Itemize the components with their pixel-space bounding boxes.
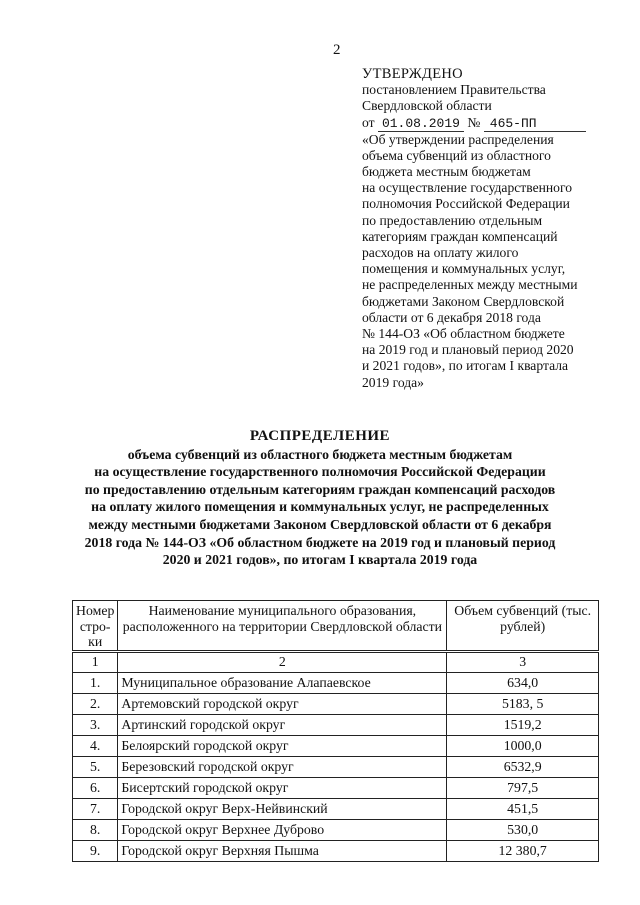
municipality-name: Городской округ Верхняя Пышма [118, 840, 447, 861]
row-number: 2. [73, 693, 118, 714]
distribution-table [72, 600, 599, 862]
amount: 530,0 [447, 819, 599, 840]
table-row [73, 714, 599, 735]
table-row [73, 672, 599, 693]
subject-line: «Об утверждении распределения [362, 131, 554, 147]
municipality-name: Белоярский городской округ [118, 735, 447, 756]
subject-line: помещения и коммунальных услуг, [362, 261, 566, 277]
column-number: 2 [118, 651, 447, 672]
amount: 12 380,7 [447, 840, 599, 861]
column-number: 3 [447, 651, 599, 672]
header-row-number: Номер стро-ки [73, 601, 118, 652]
approval-number: 465-ПП [484, 117, 586, 132]
subject-line: категориям граждан компенсаций [362, 228, 558, 244]
amount: 1519,2 [447, 714, 599, 735]
amount: 634,0 [447, 672, 599, 693]
row-number: 6. [73, 777, 118, 798]
approval-header: УТВЕРЖДЕНО [362, 66, 463, 82]
row-number: 4. [73, 735, 118, 756]
amount: 1000,0 [447, 735, 599, 756]
subject-line: полномочия Российской Федерации [362, 196, 570, 212]
table-row [73, 840, 599, 861]
title-line: на осуществление государственного полномочия Российской Федерации [94, 464, 546, 480]
table-row [73, 819, 599, 840]
amount: 797,5 [447, 777, 599, 798]
from-label: от [362, 114, 375, 130]
amount: 5183, 5 [447, 693, 599, 714]
header-municipality: Наименование муниципального образования, расположенного на территории Свердловской области [118, 601, 447, 652]
column-number: 1 [73, 651, 118, 672]
number-label: № [467, 114, 481, 130]
table-row [73, 735, 599, 756]
municipality-name: Муниципальное образование Алапаевское [118, 672, 447, 693]
subject-line: № 144-ОЗ «Об областном бюджете [362, 326, 565, 342]
subject-line: не распределенных между местными [362, 277, 578, 293]
amount: 451,5 [447, 798, 599, 819]
approval-date-line [362, 115, 612, 132]
municipality-name: Артемовский городской округ [118, 693, 447, 714]
title-line: на оплату жилого помещения и коммунальных услуг, не распределенных [91, 499, 549, 515]
page-number: 2 [333, 42, 341, 58]
municipality-name: Березовский городской округ [118, 756, 447, 777]
subject-line: 2019 года» [362, 374, 424, 390]
title-line: по предоставлению отдельным категориям граждан компенсаций расходов [84, 481, 556, 497]
row-number: 1. [73, 672, 118, 693]
approval-line: постановлением Правительства [362, 82, 546, 98]
municipality-name: Городской округ Верхнее Дуброво [118, 819, 447, 840]
title-line: 2018 года № 144-ОЗ «Об областном бюджете на 2019 год и плановый период [84, 534, 556, 550]
table-row [73, 777, 599, 798]
subject-line: области от 6 декабря 2018 года [362, 309, 541, 325]
table-row [73, 798, 599, 819]
header-amount: Объем субвенций (тыс. рублей) [447, 601, 599, 652]
table-row [73, 756, 599, 777]
subject-line: на 2019 год и плановый период 2020 [362, 342, 574, 358]
subject-line: по предоставлению отдельным [362, 212, 543, 228]
subject-line: бюджетами Законом Свердловской [362, 293, 565, 309]
table-header-row [73, 601, 599, 652]
row-number: 8. [73, 819, 118, 840]
document-title [40, 428, 600, 569]
municipality-name: Бисертский городской округ [118, 777, 447, 798]
row-number: 7. [73, 798, 118, 819]
title-line: между местными бюджетами Законом Свердловской области от 6 декабря [88, 516, 552, 532]
row-number: 3. [73, 714, 118, 735]
subject-line: объема субвенций из областного [362, 147, 551, 163]
amount: 6532,9 [447, 756, 599, 777]
municipality-name: Артинский городской округ [118, 714, 447, 735]
subject-line: расходов на оплату жилого [362, 245, 519, 261]
title-main: РАСПРЕДЕЛЕНИЕ [249, 428, 391, 444]
row-number: 9. [73, 840, 118, 861]
approval-date: 01.08.2019 [378, 117, 464, 132]
column-number-row [73, 651, 599, 672]
subject-line: на осуществление государственного [362, 180, 572, 196]
municipality-name: Городской округ Верх-Нейвинский [118, 798, 447, 819]
title-line: 2020 и 2021 годов», по итогам I квартала 2019 года [162, 552, 478, 568]
approval-line: Свердловской области [362, 98, 492, 114]
subject-line: бюджета местным бюджетам [362, 164, 531, 180]
row-number: 5. [73, 756, 118, 777]
title-line: объема субвенций из областного бюджета местным бюджетам [127, 446, 513, 462]
subject-line: и 2021 годов», по итогам I квартала [362, 358, 569, 374]
approval-block [362, 66, 612, 391]
table-row [73, 693, 599, 714]
